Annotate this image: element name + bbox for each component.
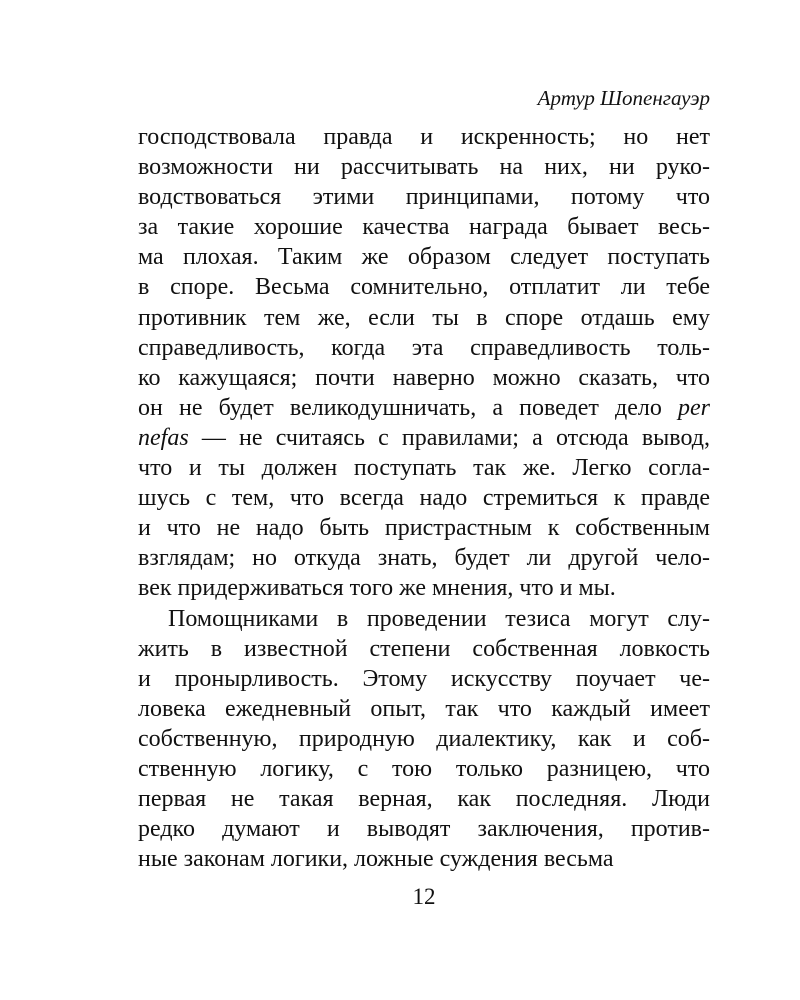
- text-line: [138, 604, 710, 634]
- text-line: [138, 724, 710, 754]
- paragraph: [138, 122, 710, 604]
- text-segment: что и ты должен поступать так же. Легко согла-: [138, 455, 710, 482]
- text-segment: и что не надо быть пристрастным к собственным: [138, 515, 710, 542]
- running-header-author: Артур Шопенгауэр: [537, 86, 710, 110]
- page-number: 12: [412, 884, 436, 909]
- text-line: [138, 303, 710, 333]
- page-body-text: [138, 122, 710, 874]
- text-segment: жить в известной степени собственная ловкость: [138, 635, 710, 662]
- text-segment: он не будет великодушничать, а поведет дело: [138, 394, 678, 421]
- italic-phrase: nefas: [138, 424, 189, 451]
- text-line: [138, 423, 710, 453]
- text-segment: в споре. Весьма сомнительно, отплатит ли тебе: [138, 274, 710, 301]
- text-segment: ко кажущаяся; почти наверно можно сказать, что: [138, 364, 710, 391]
- text-line: [138, 573, 710, 603]
- text-line: [138, 453, 710, 483]
- text-line: [138, 664, 710, 694]
- text-segment: водствоваться этими принципами, потому что: [138, 184, 710, 211]
- text-segment: возможности ни рассчитывать на них, ни руко-: [138, 154, 710, 181]
- text-segment: ловека ежедневный опыт, так что каждый имеет: [138, 695, 710, 722]
- text-line: [138, 814, 710, 844]
- text-segment: первая не такая верная, как последняя. Люди: [138, 786, 710, 813]
- text-line: [138, 483, 710, 513]
- text-segment: шусь с тем, что всегда надо стремиться к правде: [138, 485, 710, 512]
- text-line: [138, 784, 710, 814]
- text-line: [138, 363, 710, 393]
- text-segment: редко думают и выводят заключения, против-: [138, 816, 710, 843]
- text-line: [138, 122, 710, 152]
- text-segment: ма плохая. Таким же образом следует поступать: [138, 244, 710, 271]
- text-segment: ные законам логики, ложные суждения весьма: [138, 846, 614, 873]
- text-line: [138, 694, 710, 724]
- text-segment: Помощниками в проведении тезиса могут слу-: [168, 605, 710, 632]
- text-segment: противник тем же, если ты в споре отдашь ему: [138, 304, 710, 331]
- text-line: [138, 212, 710, 242]
- text-segment: взглядам; но откуда знать, будет ли другой чело-: [138, 545, 710, 572]
- text-line: [138, 634, 710, 664]
- text-line: [138, 242, 710, 272]
- text-segment: господствовала правда и искренность; но нет: [138, 124, 710, 150]
- text-line: [138, 513, 710, 543]
- text-segment: справедливость, когда эта справедливость толь-: [138, 334, 710, 361]
- text-segment: собственную, природную диалектику, как и соб-: [138, 725, 710, 752]
- italic-phrase: per: [678, 394, 710, 421]
- text-segment: за такие хорошие качества награда бывает весь-: [138, 214, 710, 241]
- text-line: [138, 393, 710, 423]
- text-segment: ственную логику, с тою только разницею, что: [138, 755, 710, 782]
- text-line: [138, 272, 710, 302]
- text-segment: — не считаясь с правилами; а отсюда вывод,: [188, 424, 710, 451]
- text-line: [138, 152, 710, 182]
- text-line: [138, 333, 710, 363]
- text-segment: век придерживаться того же мнения, что и мы.: [138, 575, 616, 602]
- text-line: [138, 182, 710, 212]
- text-line: [138, 844, 710, 874]
- text-line: [138, 754, 710, 784]
- paragraph: [138, 604, 710, 875]
- text-segment: и пронырливость. Этому искусству поучает че-: [138, 665, 710, 692]
- text-line: [138, 543, 710, 573]
